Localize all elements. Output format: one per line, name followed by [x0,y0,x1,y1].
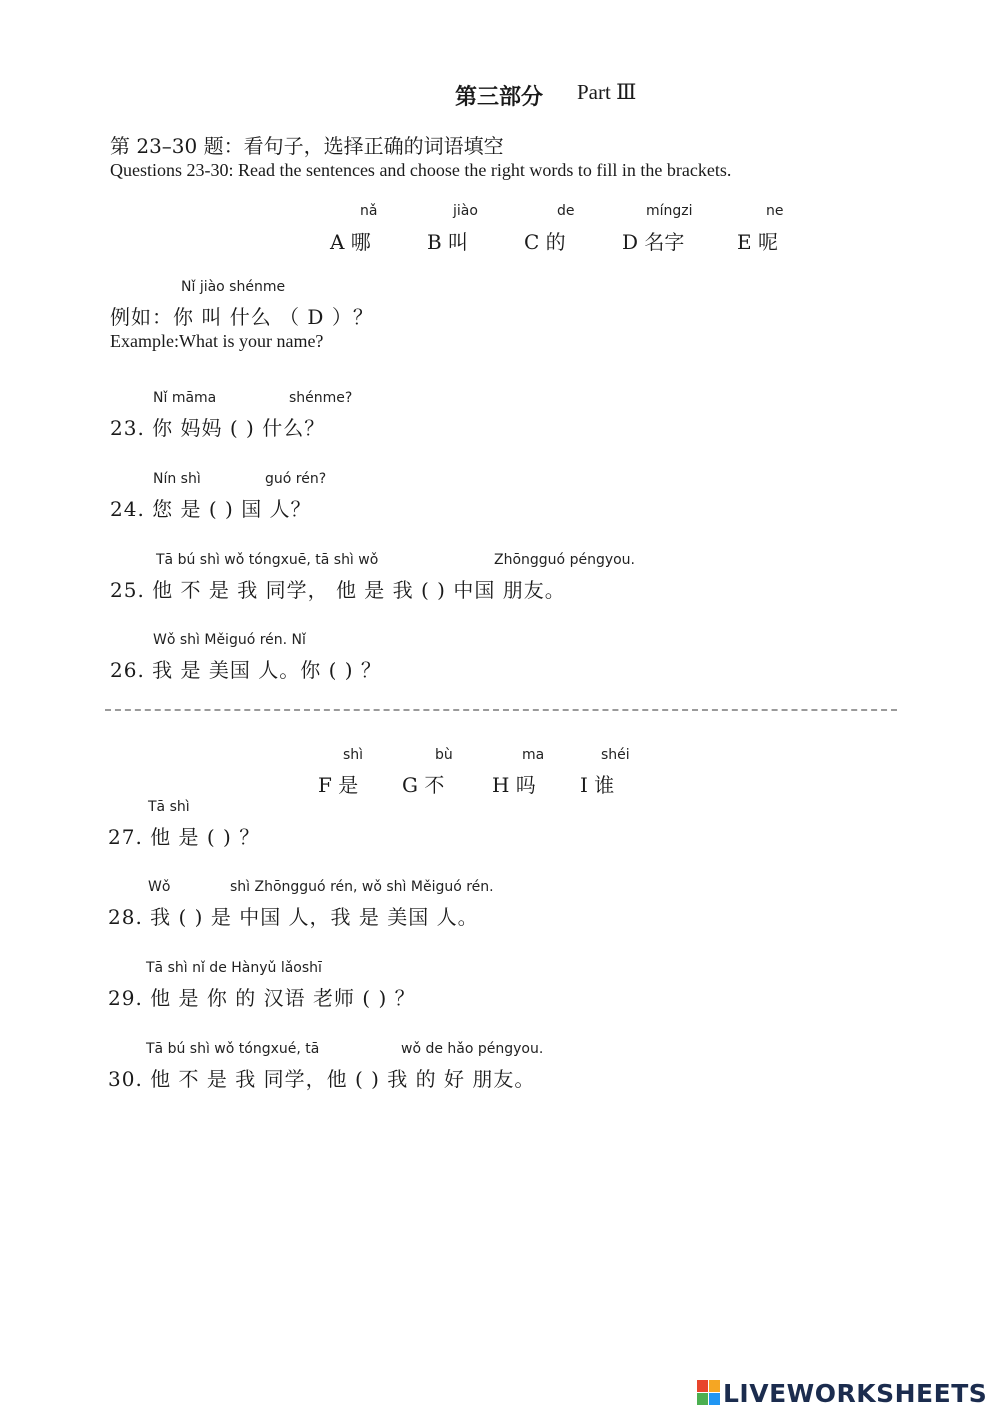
question-pinyin: shì Zhōngguó rén, wǒ shì Měiguó rén. [230,879,494,895]
question-sentence: 30. 他 不 是 我 同学，他 ( ) 我 的 好 朋友。 [108,1067,536,1091]
logo-text: LIVEWORKSHEETS [723,1379,988,1408]
question-sentence: 26. 我 是 美国 人。你 ( ) ？ [110,658,382,682]
question-pinyin: wǒ de hǎo péngyou. [401,1041,544,1057]
option-pinyin: bù [435,747,453,763]
question-sentence: 24. 您 是 ( ) 国 人？ [110,497,312,521]
question-sentence: 23. 你 妈妈 ( ) 什么？ [110,416,326,440]
question-sentence: 28. 我 ( ) 是 中国 人，我 是 美国 人。 [108,905,479,929]
option-i: I 谁 [580,773,615,797]
option-g: G 不 [402,773,445,797]
option-pinyin: míngzi [646,203,693,219]
option-pinyin: shì [343,747,364,763]
option-pinyin: ne [766,203,784,219]
example-english: Example:What is your name? [110,331,324,351]
page-title-en: Part Ⅲ [577,80,637,104]
question-pinyin: Tā shì [148,799,190,815]
question-pinyin: Nín shì [153,471,201,487]
liveworksheets-logo [697,1379,997,1409]
option-e: E 呢 [737,230,778,254]
option-pinyin: nǎ [360,203,378,219]
option-pinyin: ma [522,747,545,763]
question-sentence: 25. 他 不 是 我 同学， 他 是 我 ( ) 中国 朋友。 [110,578,566,602]
question-pinyin: Nǐ māma [153,390,217,406]
option-pinyin: shéi [601,747,630,763]
instruction-en: Questions 23-30: Read the sentences and choose the right words to fill in the brackets. [110,160,732,180]
dashed-divider [105,709,897,711]
example-pinyin: Nǐ jiào shénme [181,279,286,295]
question-pinyin: Wǒ shì Měiguó rén. Nǐ [153,632,306,648]
option-d: D 名字 [622,230,685,254]
question-pinyin: Zhōngguó péngyou. [494,552,635,568]
question-pinyin: shénme? [289,390,353,406]
question-pinyin: guó rén? [265,471,327,487]
example-sentence: 例如：你 叫 什么 （ D ）？ [110,305,374,329]
option-f: F 是 [318,773,359,797]
question-sentence: 27. 他 是 ( ) ？ [108,825,261,849]
option-a: A 哪 [330,230,371,254]
question-pinyin: Tā bú shì wǒ tóngxuē, tā shì wǒ [156,552,379,568]
option-pinyin: de [557,203,575,219]
logo-mark-icon [697,1380,721,1406]
option-c: C 的 [524,230,566,254]
question-pinyin: Tā bú shì wǒ tóngxué, tā [146,1041,320,1057]
option-b: B 叫 [427,230,469,254]
page-title-zh: 第三部分 [455,84,544,109]
question-sentence: 29. 他 是 你 的 汉语 老师 ( ) ？ [108,986,416,1010]
option-pinyin: jiào [453,203,478,219]
question-pinyin: Tā shì nǐ de Hànyǔ lǎoshī [146,960,322,976]
option-h: H 吗 [492,773,536,797]
question-pinyin: Wǒ [148,879,171,895]
instruction-zh: 第 23–30 题：看句子，选择正确的词语填空 [110,134,504,158]
